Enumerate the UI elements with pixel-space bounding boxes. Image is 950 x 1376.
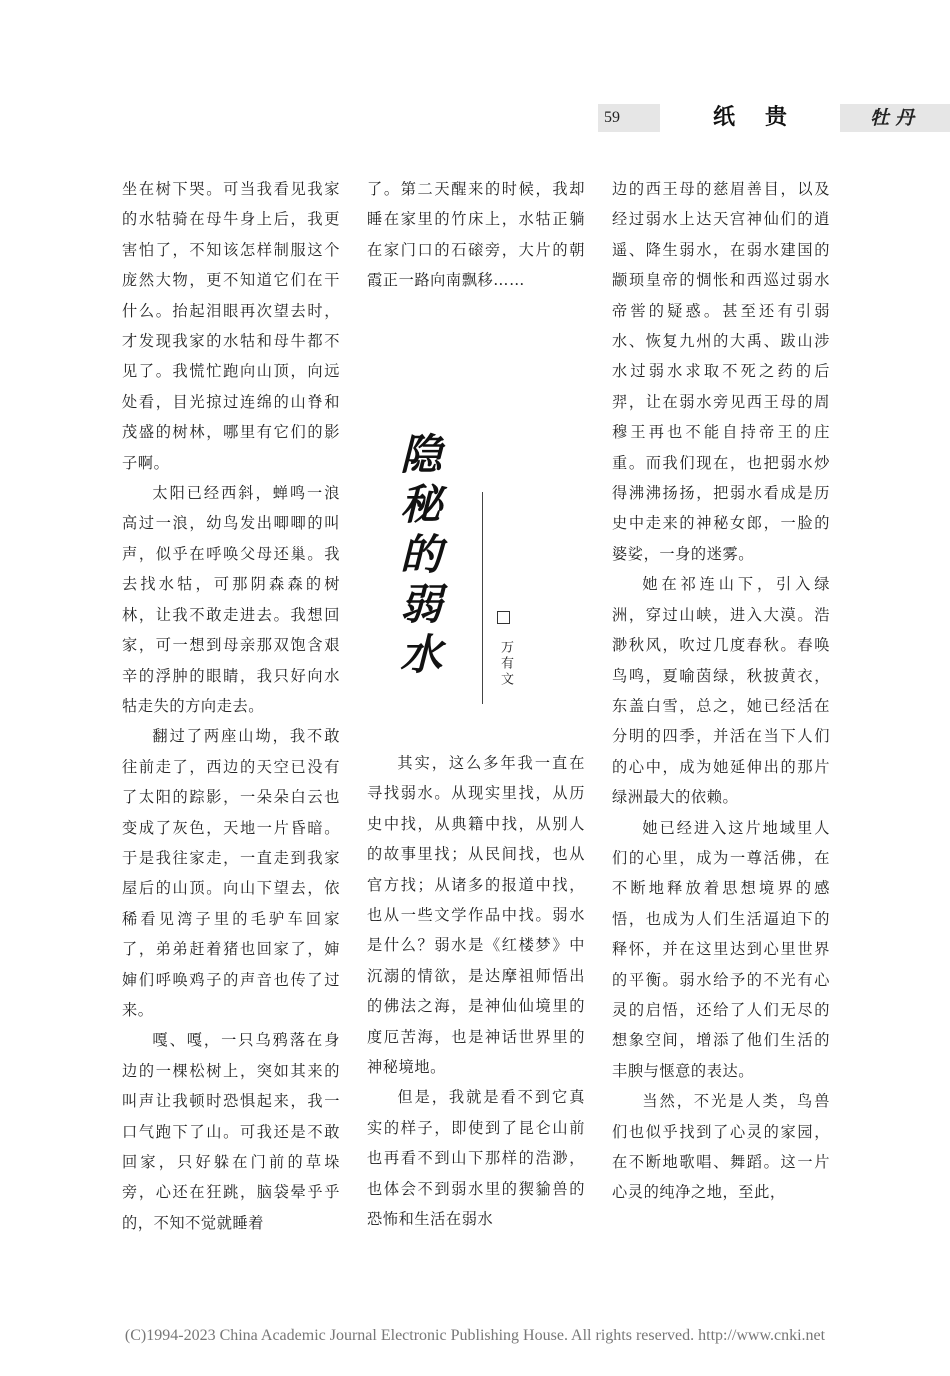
paragraph: 但是，我就是看不到它真实的样子，即使到了昆仑山前也再看不到山下那样的浩渺，也体会不到弱水里的猰貐兽的恐怖和生活在弱水 [367, 1088, 585, 1229]
text-column-1 [122, 174, 340, 1238]
page-number: 59 [604, 109, 620, 126]
paragraph: 了。第二天醒来的时候，我却睡在家里的竹床上，水牯正躺在家门口的石磙旁，大片的朝霞正一路向南飘移…… [367, 180, 585, 290]
title-divider [482, 492, 483, 704]
paragraph: 翻过了两座山坳，我不敢往前走了，西边的天空已没有了太阳的踪影，一朵朵白云也变成了灰色，天地一片昏暗。于是我往家走，一直走到我家屋后的山顶。向山下望去，依稀看见湾子里的毛驴车回家了，弟弟赶着猪也回家了，婶婶们呼唤鸡子的声音也传了过来。 [122, 727, 340, 1019]
paragraph: 当然，不光是人类，鸟兽们也似乎找到了心灵的家园，在不断地歌唱、舞蹈。这一片心灵的纯净之地，至此， [612, 1092, 830, 1202]
paragraph: 边的西王母的慈眉善目，以及经过弱水上达天宫神仙们的逍遥、降生弱水，在弱水建国的颛顼皇帝的惆怅和西巡过弱水帝喾的疑惑。甚至还有引弱水、恢复九州的大禹、跋山涉水过弱水求取不死之药的后羿，让在弱水旁见西王母的周穆王再也不能自持帝王的庄重。而我们现在，也把弱水炒得沸沸扬扬，把弱水看成是历史中走来的神秘女郎，一脸的婆娑，一身的迷雾。 [612, 180, 830, 563]
paragraph: 她在祁连山下，引入绿洲，穿过山峡，进入大漠。浩渺秋风，吹过几度春秋。春唤鸟鸣，夏喻茵绿，秋披黄衣，东盖白雪，总之，她已经活在分明的四季，并活在当下人们的心中，成为她延伸出的那片绿洲最大的依赖。 [612, 575, 830, 807]
magazine-name: 牡丹 [869, 107, 920, 129]
author-name: 万有文 [498, 640, 513, 688]
text-column-3 [612, 174, 830, 1208]
paragraph: 嘎、嘎，一只乌鸦落在身边的一棵松树上，突如其来的叫声让我顿时恐惧起来，我一口气跑下了山。可我还是不敢回家，只好躲在门前的草垛旁，心还在狂跳，脑袋晕乎乎的，不知不觉就睡着 [122, 1031, 340, 1232]
paragraph: 其实，这么多年我一直在寻找弱水。从现实里找，从历史中找，从典籍中找，从别人的故事里找；从民间找，也从官方找；从诸多的报道中找，也从一些文学作品中找。弱水是什么？弱水是《红楼梦》中沉溺的情欲，是达摩祖师悟出的佛法之海，是神仙仙境里的度厄苦海，也是神话世界里的神秘境地。 [367, 754, 585, 1077]
article-title: 隐秘的弱水 [394, 432, 443, 682]
paragraph: 坐在树下哭。可当我看见我家的水牯骑在母牛身上后，我更害怕了，不知该怎样制服这个庞然大物，更不知道它们在干什么。抬起泪眼再次望去时，才发现我家的水牯和母牛都不见了。我慌忙跑向山顶，向远处看，目光掠过连绵的山脊和茂盛的树林，哪里有它们的影子啊。 [122, 180, 340, 472]
title-box-icon [497, 611, 510, 624]
text-column-2-top [367, 174, 585, 296]
section-title: 纸贵 [660, 104, 840, 132]
copyright-footer: (C)1994-2023 China Academic Journal Electronic Publishing House. All rights reserved. http://www.cnki.net [124, 1327, 826, 1344]
paragraph: 她已经进入这片地域里人们的心里，成为一尊活佛，在不断地释放着思想境界的感悟，也成为人们生活逼迫下的释怀，并在这里达到心里世界的平衡。弱水给予的不光有心灵的启悟，还给了人们无尽的想象空间，增添了他们生活的丰腴与惬意的表达。 [612, 818, 830, 1080]
paragraph: 太阳已经西斜，蝉鸣一浪高过一浪，幼鸟发出唧唧的叫声，似乎在呼唤父母还巢。我去找水牯，可那阴森森的树林，让我不敢走进去。我想回家，可一想到母亲那双饱含艰辛的浮肿的眼睛，我只好向水牯走失的方向走去。 [122, 484, 340, 715]
text-column-2-bottom [367, 748, 585, 1235]
